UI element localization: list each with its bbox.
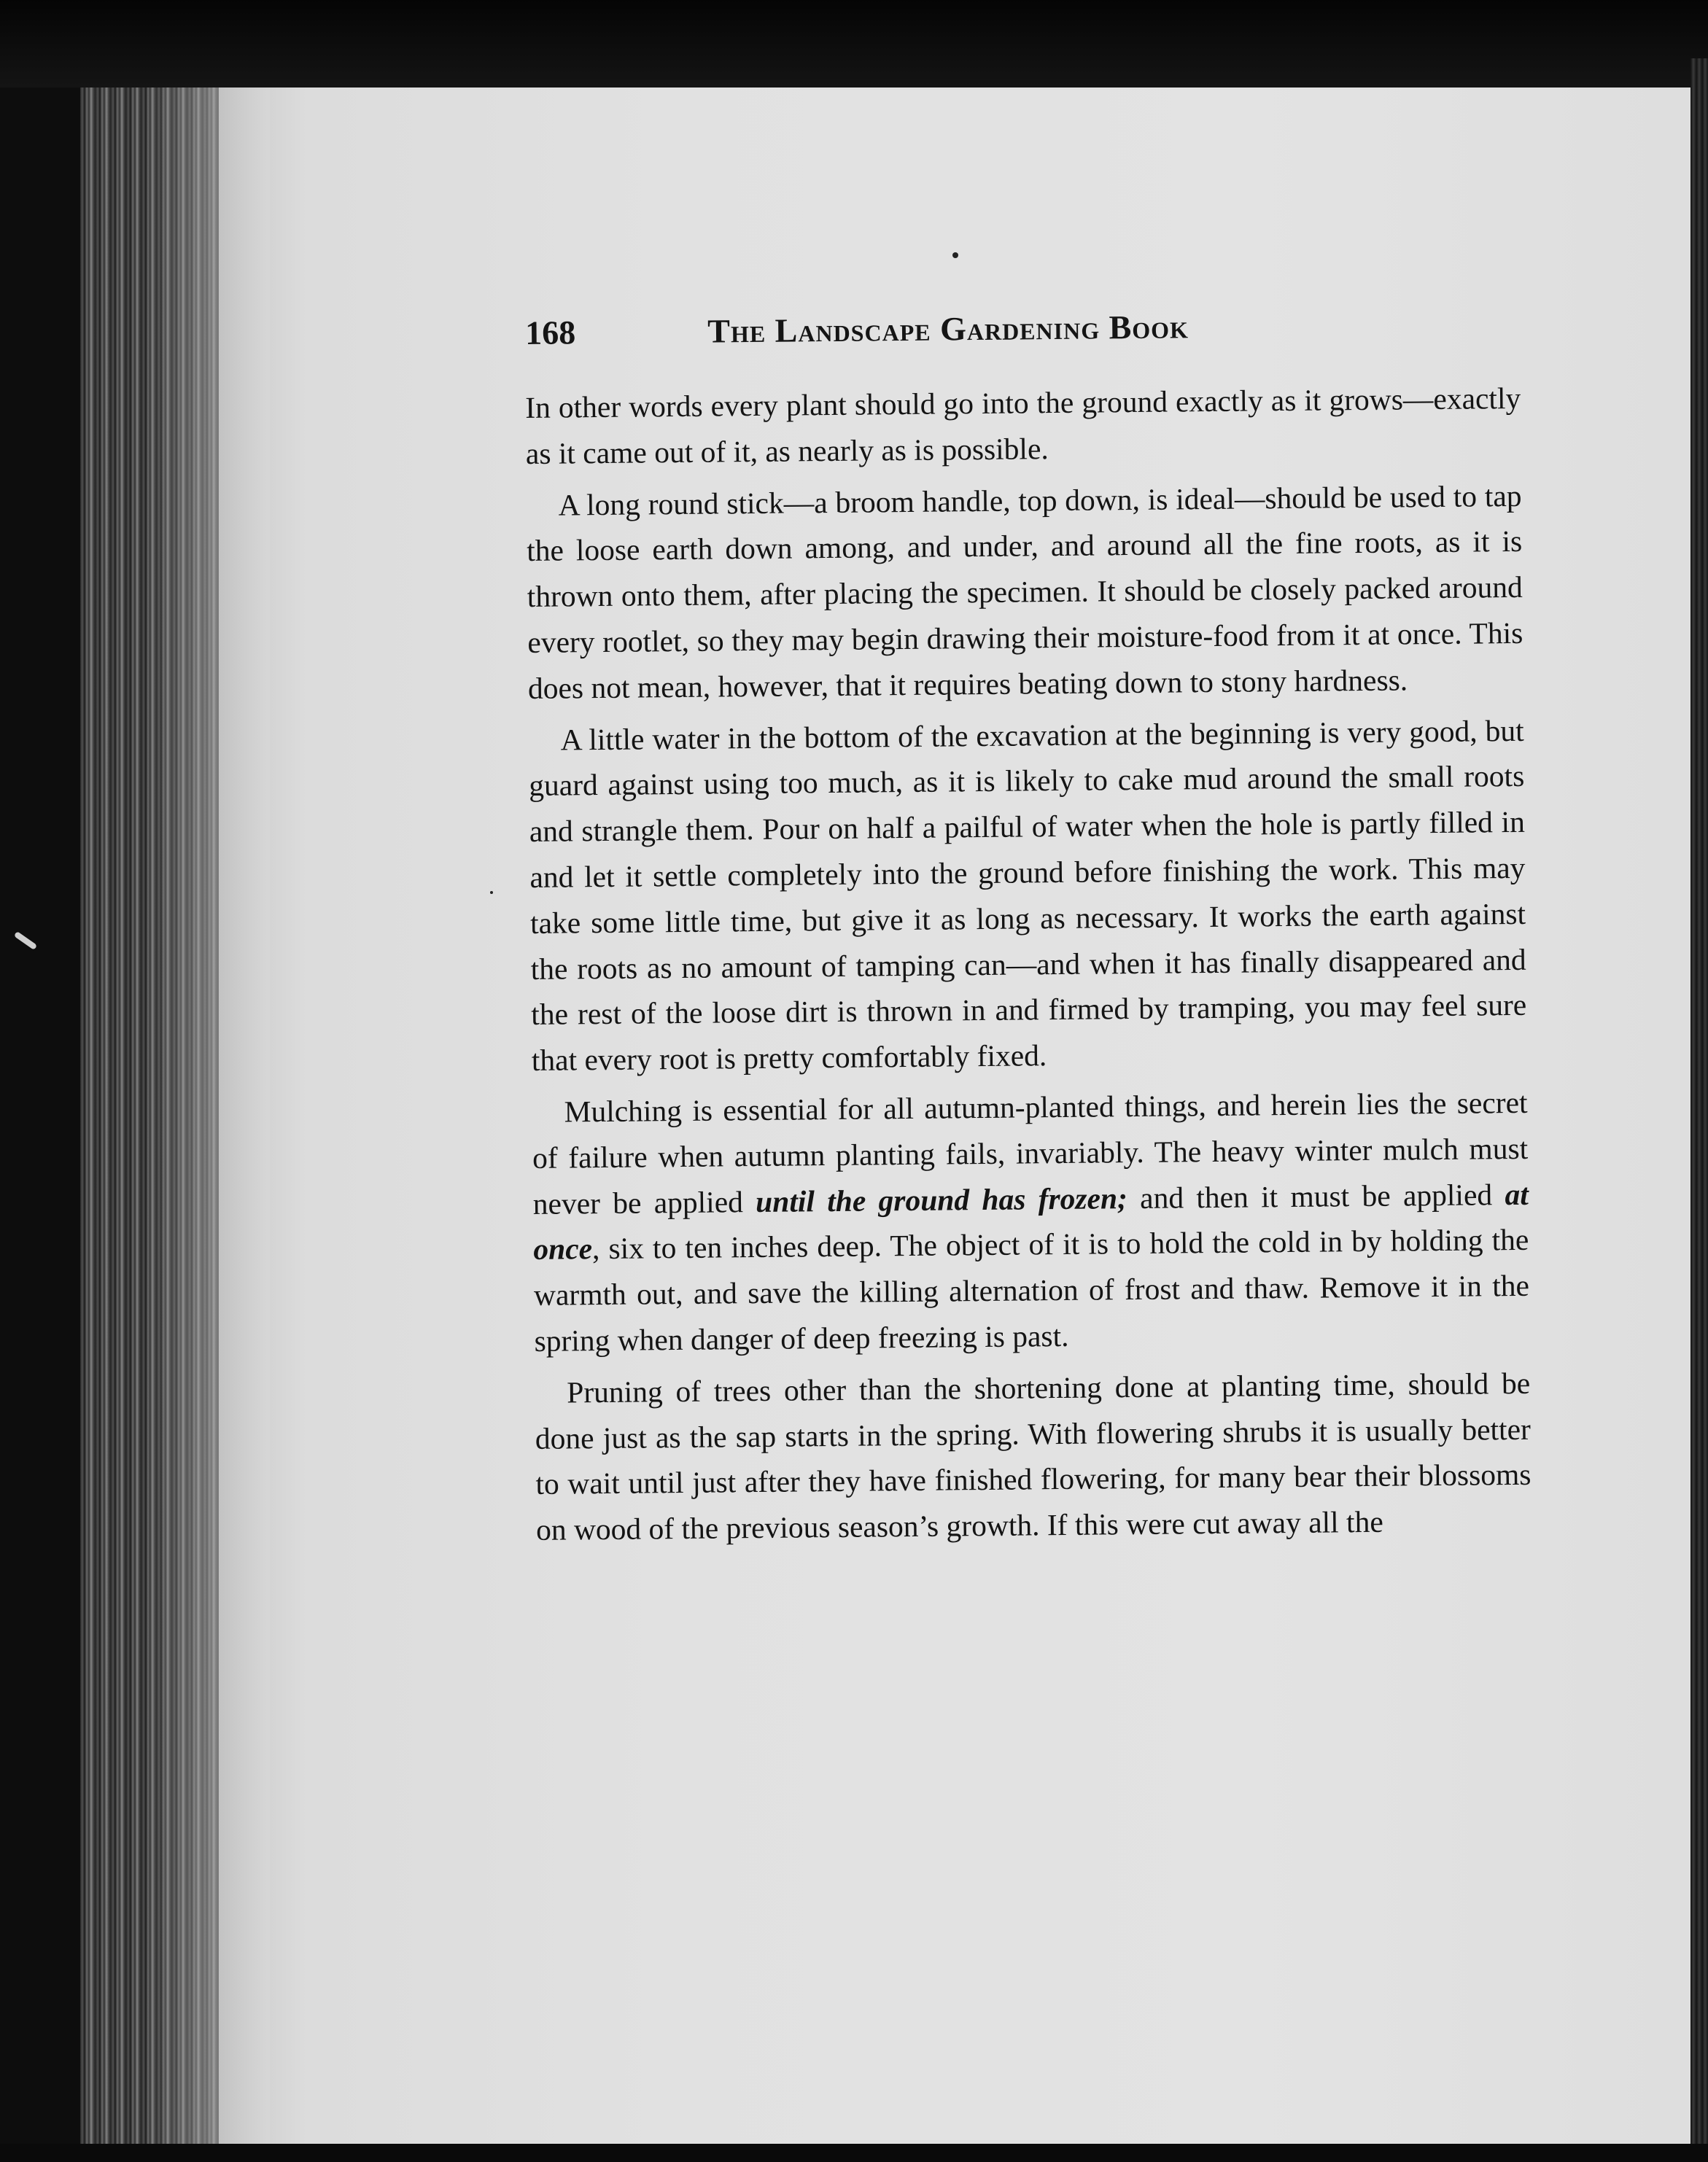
dust-speck [490,891,493,894]
emphasis-text: at once [533,1177,1529,1267]
book-title: The Landscape Gardening Book [707,308,1189,350]
scan-right-border [1690,58,1708,2162]
scan-bottom-border [0,2144,1708,2162]
body-text [525,376,1532,1559]
paragraph-text: A long round stick—a broom handle, top down, is ideal—should be used to tap the loose earth down among, and under, and around all the fine roots, as it is thrown onto them, after placing the specimen. It should be closely packed around every rootlet, so they may begin drawing their moisture-food from it at once. This does not mean, however, that it requires beating down to stony hardness. [526,478,1523,705]
scan-top-border [0,0,1708,88]
paragraph [532,1080,1530,1364]
emphasis-text: until the ground has frozen; [755,1181,1128,1218]
paragraph-text: Pruning of trees other than the shortening done at planting time, should be done just as the sap starts in the spring. With flowering shrubs it is usually better to wait until just after they have finished flowering, for many bear their blossoms on wood of the previous season’s growth. If this were cut away all the [535,1366,1532,1547]
paragraph [528,707,1527,1083]
paragraph [535,1361,1532,1553]
paragraph-text: and then it must be applied [1127,1177,1505,1215]
running-head [525,304,1547,365]
page-number: 168 [525,314,576,351]
paragraph-text: , six to ten inches deep. The object of it is to hold the cold in by holding the warmth out, and save the killing alternation of frost and thaw. Remove it in the spring when danger of deep freezing is past. [533,1223,1530,1358]
paragraph-text: In other words every plant should go into the ground exactly as it grows—exactly as it came out of it, as nearly as is possible. [525,381,1521,470]
dust-speck [952,252,958,258]
paragraph-text: Mulching is essential for all autumn-planted things, and herein lies the secret of failure when autumn planting fails, invariably. The heavy winter mulch must never be applied [532,1085,1529,1221]
paragraph [526,473,1523,711]
paragraph [525,376,1521,477]
paragraph-text: A little water in the bottom of the excavation at the beginning is very good, but guard against using too much, as it is likely to cake mud around the small roots and strangle them. Pour on half a pailful of water when the hole is partly filled in and let it settle completely into the ground before finishing the work. This may take some little time, but give it as long as necessary. It works the earth against the roots as no amount of tamping can—and when it has finally disappeared and the rest of the loose dirt is thrown in and firmed by tramping, you may feel sure that every root is pretty comfortably fixed. [529,713,1527,1078]
gutter-shadow [146,88,270,2162]
dust-speck [14,931,37,950]
